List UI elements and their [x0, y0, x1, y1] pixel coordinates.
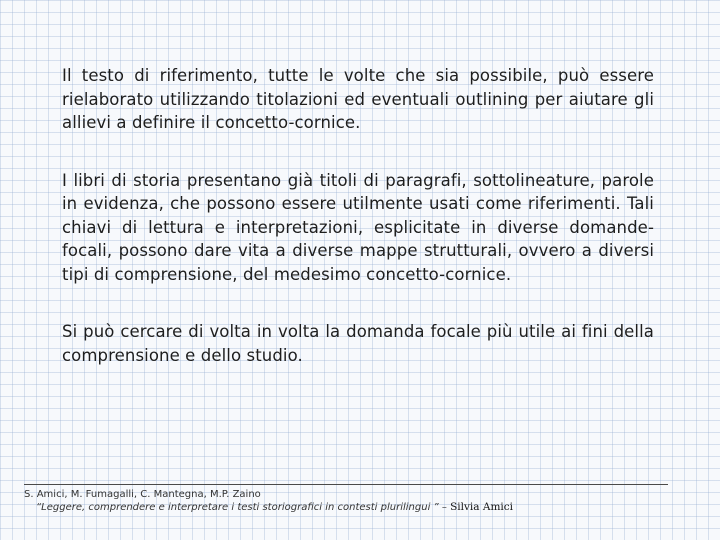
footer [24, 484, 668, 514]
footer-authors: S. Amici, M. Fumagalli, C. Mantegna, M.P. Zaino [24, 489, 261, 500]
footer-divider [24, 484, 668, 485]
slide-body [62, 64, 654, 367]
paragraph-reference-text: Il testo di riferimento, tutte le volte che sia possibile, può essere rielaborato utilizzando titolazioni ed eventuali outlining per aiutare gli allievi a definire il concetto-cornice. [62, 66, 654, 132]
footer-citation [24, 501, 668, 514]
footer-title: “Leggere, comprendere e interpretare i testi storiografici in contesti plurilingui ” – [36, 502, 447, 513]
footer-presenter: Silvia Amici [450, 501, 514, 513]
paragraph-focal-question: Si può cercare di volta in volta la domanda focale più utile ai fini della comprensione e dello studio. [62, 322, 654, 365]
paragraph-history-books: I libri di storia presentano già titoli di paragrafi, sottolineature, parole in evidenza, che possono essere utilmente usati come riferimenti. Tali chiavi di lettura e interpretazioni, esplicitate in diverse domande-focali, possono dare vita a diverse mappe strutturali, ovvero a diversi tipi di comprensione, del medesimo concetto-cornice. [62, 170, 654, 284]
